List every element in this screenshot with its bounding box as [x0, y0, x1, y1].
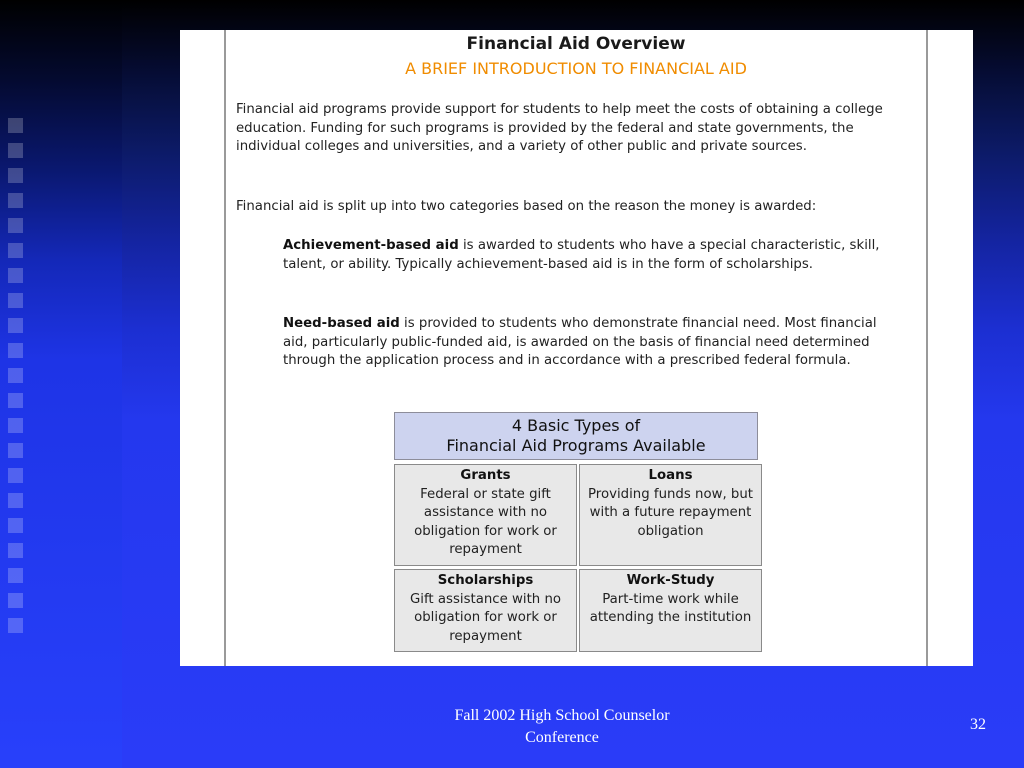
slide-page-number: 32 [970, 716, 986, 733]
aid-types-table-title [394, 412, 758, 460]
aid-type-cell-text: Part-time work while attending the institution [589, 591, 752, 625]
decorative-square-column [8, 118, 28, 643]
aid-type-cell-text: Providing funds now, but with a future repayment obligation [588, 486, 753, 539]
decorative-square [8, 393, 23, 408]
intro-paragraph: Financial aid programs provide support for students to help meet the costs of obtaining a college education. Funding for such programs is provided by the federal and state governments, the individual colleges and universities, and a variety of other public and private sources. [236, 102, 883, 154]
aid-type-cell-scholarships [394, 569, 577, 652]
decorative-square [8, 568, 23, 583]
aid-type-cell-title: Scholarships [437, 573, 534, 588]
footer-line1: Fall 2002 High School Counselor [454, 707, 670, 724]
aid-type-cell-title: Grants [460, 468, 511, 483]
decorative-square [8, 218, 23, 233]
decorative-square [8, 368, 23, 383]
decorative-square [8, 418, 23, 433]
left-decorative-band [0, 0, 122, 768]
aid-type-cell-text: Gift assistance with no obligation for work or repayment [409, 591, 562, 644]
categories-paragraph: Financial aid is split up into two categories based on the reason the money is awarded: [236, 199, 817, 214]
decorative-square [8, 443, 23, 458]
decorative-square [8, 268, 23, 283]
aid-type-cell-title: Loans [648, 468, 693, 483]
achievement-aid-text: is awarded to students who have a special characteristic, skill, talent, or ability. Typically achievement-based aid is in the form of scholarships. [283, 238, 880, 272]
decorative-square [8, 193, 23, 208]
page-subtitle: A BRIEF INTRODUCTION TO FINANCIAL AID [405, 59, 747, 78]
need-aid-text: is provided to students who demonstrate financial need. Most financial aid, particularly public-funded aid, is awarded on the basis of financial need determined through the application process and in accordance with a prescribed federal formula. [283, 316, 877, 368]
need-aid-term: Need-based aid [283, 316, 400, 331]
need-aid-paragraph [283, 315, 883, 371]
page-title: Financial Aid Overview [466, 34, 686, 54]
decorative-square [8, 468, 23, 483]
aid-type-cell-work-study [579, 569, 762, 652]
slide-screenshot-panel [180, 30, 973, 666]
achievement-aid-term: Achievement-based aid [283, 238, 459, 253]
achievement-aid-paragraph [283, 237, 883, 274]
decorative-square [8, 168, 23, 183]
decorative-square [8, 318, 23, 333]
slide-footer [412, 705, 712, 749]
aid-type-cell-loans [579, 464, 762, 566]
decorative-square [8, 118, 23, 133]
decorative-square [8, 293, 23, 308]
aid-types-title-line1: 4 Basic Types of [511, 416, 641, 435]
decorative-square [8, 518, 23, 533]
panel-right-rule [926, 30, 928, 666]
decorative-square [8, 493, 23, 508]
decorative-square [8, 543, 23, 558]
aid-type-cell-grants [394, 464, 577, 566]
decorative-square [8, 618, 23, 633]
decorative-square [8, 593, 23, 608]
decorative-square [8, 243, 23, 258]
aid-type-cell-text: Federal or state gift assistance with no obligation for work or repayment [414, 486, 557, 557]
panel-left-rule [224, 30, 226, 666]
footer-line2: Conference [525, 729, 599, 746]
aid-types-title-line2: Financial Aid Programs Available [446, 436, 706, 455]
aid-type-cell-title: Work-Study [626, 573, 715, 588]
decorative-square [8, 343, 23, 358]
decorative-square [8, 143, 23, 158]
